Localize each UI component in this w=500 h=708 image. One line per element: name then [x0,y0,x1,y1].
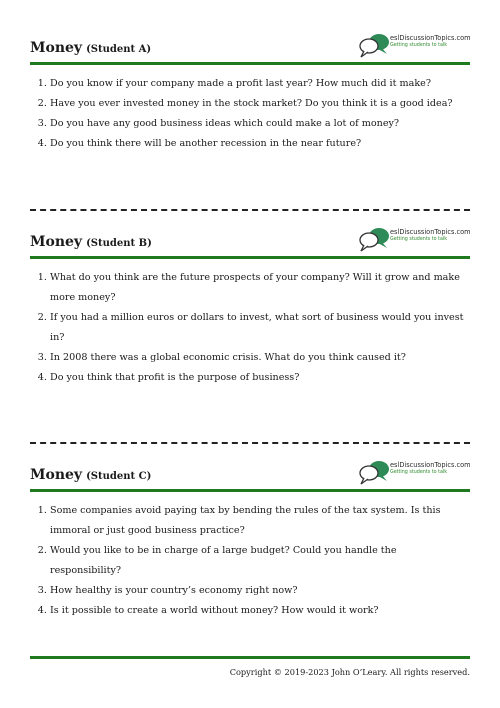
logo-tagline: Getting students to talk [390,237,448,242]
question-item: 3. How healthy is your country’s economy right now? [50,581,470,601]
speech-bubbles-icon [358,226,390,252]
section-title [30,467,151,483]
section-header [30,457,470,487]
logo-site-name: eslDiscussionTopics.com [390,34,471,42]
student-label: (Student B) [86,238,152,249]
section-title [30,234,152,250]
footer-rule [30,656,470,659]
question-item: 4. Is it possible to create a world without money? How would it work? [50,601,470,621]
question-item: 1. Some companies avoid paying tax by bending the rules of the tax system. Is this immoral or just good business practice? [50,501,470,541]
copyright-notice: Copyright © 2019-2023 John O’Leary. All rights reserved. [229,667,470,677]
header-rule [30,256,470,259]
logo-site-name: eslDiscussionTopics.com [390,228,471,236]
question-item: 2. Would you like to be in charge of a large budget? Could you handle the responsibility? [50,541,470,581]
student-label: (Student A) [86,44,152,55]
site-logo [358,457,470,487]
header-rule [30,489,470,492]
question-item: 3. Do you have any good business ideas which could make a lot of money? [50,114,470,134]
title-text: Money [30,40,83,56]
cut-line-divider [30,442,470,444]
header-rule [30,62,470,65]
question-item: 4. Do you think there will be another recession in the near future? [50,134,470,154]
question-item: 1. Do you know if your company made a profit last year? How much did it make? [50,74,470,94]
site-logo [358,224,470,254]
question-item: 2. Have you ever invested money in the stock market? Do you think it is a good idea? [50,94,470,114]
speech-bubbles-icon [358,459,390,485]
question-list [30,501,470,621]
title-text: Money [30,234,83,250]
speech-bubbles-icon [358,32,390,58]
student-label: (Student C) [86,471,152,482]
question-item: 1. What do you think are the future prospects of your company? Will it grow and make more money? [50,268,470,308]
question-item: 4. Do you think that profit is the purpose of business? [50,368,470,388]
question-list [30,268,470,388]
section-student-c [30,457,470,621]
section-student-b [30,224,470,388]
section-student-a [30,30,470,154]
section-header [30,30,470,60]
site-logo [358,30,470,60]
logo-tagline: Getting students to talk [390,43,448,48]
question-item: 2. If you had a million euros or dollars to invest, what sort of business would you invest in? [50,308,470,348]
section-title [30,40,151,56]
logo-tagline: Getting students to talk [390,470,448,475]
title-text: Money [30,467,83,483]
cut-line-divider [30,209,470,211]
question-item: 3. In 2008 there was a global economic crisis. What do you think caused it? [50,348,470,368]
section-header [30,224,470,254]
logo-site-name: eslDiscussionTopics.com [390,461,471,469]
question-list [30,74,470,154]
